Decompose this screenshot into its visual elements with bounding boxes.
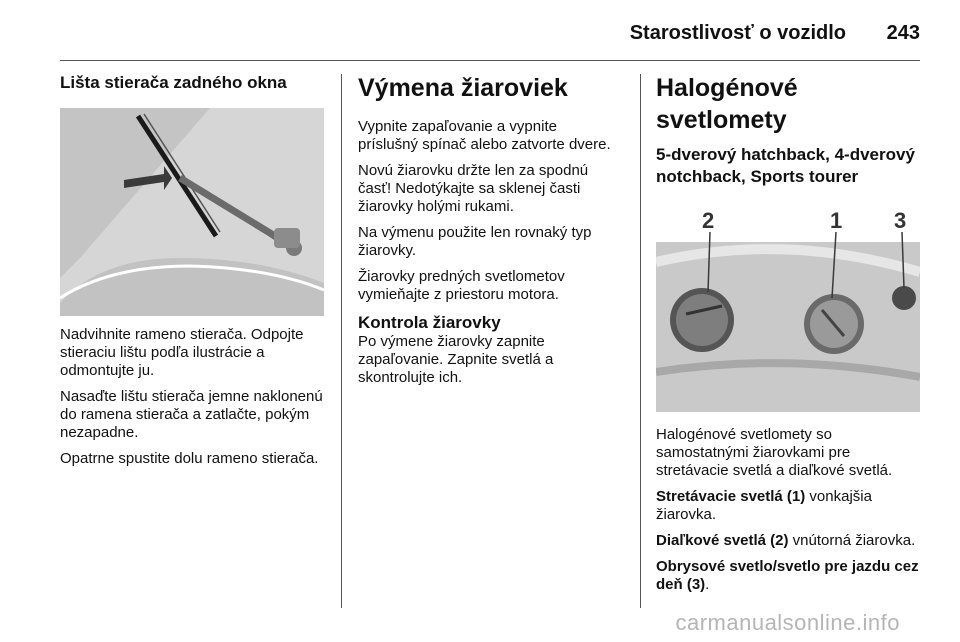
wiper-illustration — [60, 108, 324, 316]
bulb-check-heading: Kontrola žiarovky — [358, 313, 501, 332]
bulb-paragraph-1: Vypnite zapaľovanie a vypnite príslušný spínač alebo zatvorte dvere. — [358, 118, 611, 153]
halogen-heading: Halogénové svetlomety — [656, 74, 798, 134]
item-desc: . — [705, 576, 710, 593]
column-wiper — [60, 72, 326, 476]
wiper-paragraph-3: Opatrne spustite dolu rameno stierača. — [60, 450, 319, 467]
halogen-item-3 — [656, 558, 924, 594]
figure-label-3: 3 — [894, 208, 907, 233]
column-halogen — [656, 72, 924, 602]
halogen-subheading: 5-dverový hatchback, 4-dverový notchback, Sports tourer — [656, 145, 915, 186]
wiper-drawing — [60, 108, 324, 316]
bulb-check-text: Po výmene žiarovky zapnite zapaľovanie. Zapnite svetlá a skontrolujte ich. — [358, 333, 554, 386]
item-term: Obrysové svetlo/svetlo pre jazdu cez deň (3) — [656, 558, 919, 593]
item-term: Diaľkové svetlá (2) — [656, 532, 789, 549]
figure-label-1: 1 — [830, 208, 843, 233]
item-desc: vnútorná žiarovka. — [788, 532, 916, 549]
item-term: Stretávacie svetlá (1) — [656, 488, 806, 505]
page-header — [60, 14, 920, 54]
halogen-item-2 — [656, 532, 924, 550]
bulb-paragraph-2: Novú žiarovku držte len za spodnú časť! Nedotýkajte sa sklenej časti žiarovky holými rukami. — [358, 162, 589, 215]
header-divider — [60, 60, 920, 61]
item-desc: vonkajšia žiarovka. — [656, 488, 872, 523]
halogen-item-1 — [656, 488, 924, 524]
bulb-replacement-heading: Výmena žiaroviek — [358, 74, 568, 102]
wiper-heading: Lišta stierača zadného okna — [60, 73, 287, 92]
halogen-intro: Halogénové svetlomety so samostatnými žiarovkami pre stretávacie svetlá a diaľkové svetlá. — [656, 426, 893, 479]
watermark: carmanualsonline.info — [675, 610, 900, 635]
headlamp-drawing — [656, 202, 920, 412]
bulb-paragraph-4: Žiarovky predných svetlometov vymieňajte z priestoru motora. — [358, 268, 565, 303]
bulb-paragraph-3: Na výmenu použite len rovnaký typ žiarovky. — [358, 224, 592, 259]
column-divider-1 — [341, 74, 342, 608]
column-divider-2 — [640, 74, 641, 608]
figure-label-2: 2 — [702, 208, 715, 233]
wiper-paragraph-1: Nadvihnite rameno stierača. Odpojte stieraciu lištu podľa ilustrácie a odmontujte ju. — [60, 326, 304, 379]
headlamp-illustration — [656, 202, 920, 412]
page-number: 243 — [886, 22, 920, 44]
section-title: Starostlivosť o vozidlo — [629, 22, 846, 44]
wiper-paragraph-2: Nasaďte lištu stierača jemne naklonenú do ramena stierača a zatlačte, pokým nezapadne. — [60, 388, 323, 441]
column-bulb-replacement — [358, 72, 620, 395]
